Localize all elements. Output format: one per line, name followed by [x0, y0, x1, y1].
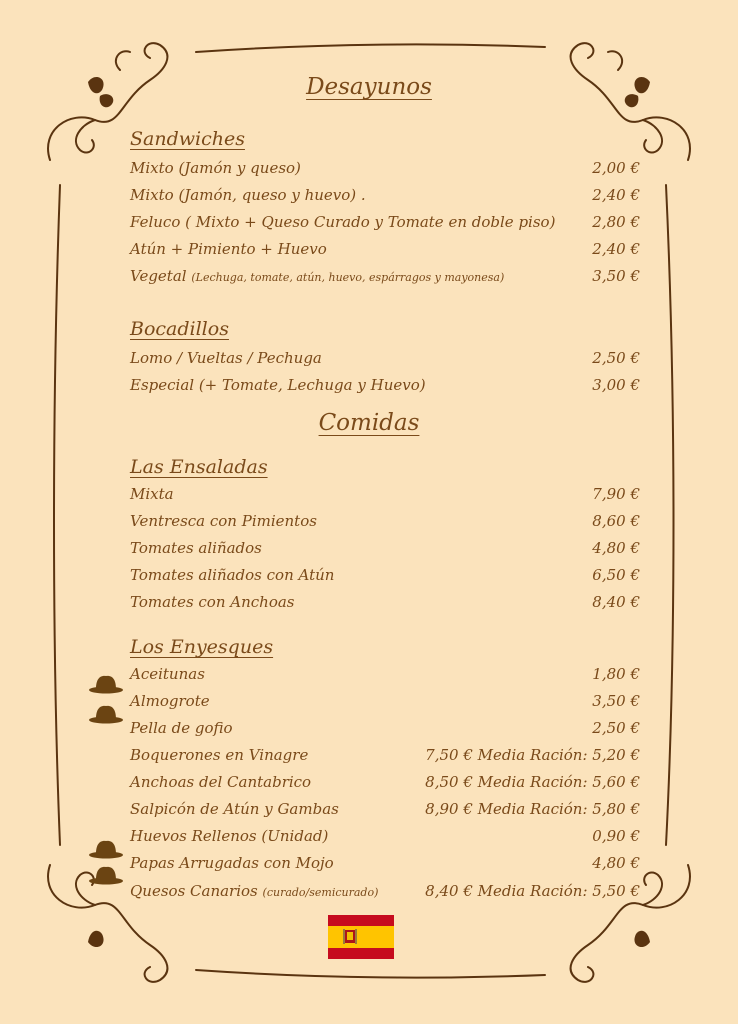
menu-item [130, 349, 640, 373]
item-price: 3,00 € [592, 376, 640, 394]
item-name: Atún + Pimiento + Huevo [130, 240, 327, 258]
menu-item [130, 240, 640, 264]
item-price: 2,80 € [592, 213, 640, 231]
item-price: 2,00 € [592, 159, 640, 177]
menu-item [130, 882, 640, 906]
hat-icon [88, 838, 124, 860]
item-name: Salpicón de Atún y Gambas [130, 800, 339, 818]
item-price: 8,50 € Media Ración: 5,60 € [425, 773, 640, 791]
item-name: Boquerones en Vinagre [130, 746, 309, 764]
menu-item [130, 159, 640, 183]
item-name: Mixta [130, 485, 174, 503]
item-price: 8,60 € [592, 512, 640, 530]
item-name: Lomo / Vueltas / Pechuga [130, 349, 322, 367]
menu-item [130, 854, 640, 878]
item-price: 7,50 € Media Ración: 5,20 € [425, 746, 640, 764]
item-detail: (curado/semicurado) [262, 886, 379, 899]
item-price: 2,40 € [592, 186, 640, 204]
menu-item [130, 186, 640, 210]
item-name: Tomates aliñados [130, 539, 262, 557]
item-price: 0,90 € [592, 827, 640, 845]
section-enyesques: Los Enyesques [130, 636, 274, 658]
hat-icon [88, 864, 124, 886]
item-name: Ventresca con Pimientos [130, 512, 317, 530]
item-name [130, 882, 378, 900]
spain-flag-icon [328, 915, 394, 959]
menu-item [130, 593, 640, 617]
item-name-main: Quesos Canarios [130, 882, 258, 900]
section-bocadillos: Bocadillos [130, 318, 229, 340]
menu-item [130, 566, 640, 590]
item-name: Aceitunas [130, 665, 205, 683]
item-price: 2,50 € [592, 719, 640, 737]
item-name: Especial (+ Tomate, Lechuga y Huevo) [130, 376, 426, 394]
section-ensaladas: Las Ensaladas [130, 456, 268, 478]
item-name-main: Vegetal [130, 267, 187, 285]
item-price: 3,50 € [592, 692, 640, 710]
menu-item [130, 665, 640, 689]
menu-item [130, 746, 640, 770]
title-comidas: Comidas [318, 410, 420, 436]
section-sandwiches: Sandwiches [130, 128, 245, 150]
item-name: Huevos Rellenos (Unidad) [130, 827, 329, 845]
item-detail: (Lechuga, tomate, atún, huevo, espárragos y mayonesa) [191, 271, 505, 284]
item-name: Mixto (Jamón, queso y huevo) . [130, 186, 366, 204]
title-desayunos: Desayunos [306, 74, 432, 100]
item-price: 2,40 € [592, 240, 640, 258]
item-name: Almogrote [130, 692, 210, 710]
menu-item [130, 773, 640, 797]
item-name: Tomates aliñados con Atún [130, 566, 335, 584]
menu-item [130, 376, 640, 400]
item-name: Mixto (Jamón y queso) [130, 159, 301, 177]
item-name: Pella de gofio [130, 719, 233, 737]
menu-item [130, 213, 640, 237]
hat-icon [88, 703, 124, 725]
item-price: 7,90 € [592, 485, 640, 503]
menu-item [130, 539, 640, 563]
item-name: Feluco ( Mixto + Queso Curado y Tomate en doble piso) [130, 213, 556, 231]
menu-item [130, 827, 640, 851]
menu-item [130, 485, 640, 509]
item-price: 8,40 € Media Ración: 5,50 € [425, 882, 640, 900]
menu-item [130, 800, 640, 824]
item-price: 3,50 € [592, 267, 640, 285]
hat-icon [88, 673, 124, 695]
item-price: 8,90 € Media Ración: 5,80 € [425, 800, 640, 818]
item-name [130, 267, 504, 285]
item-name: Tomates con Anchoas [130, 593, 295, 611]
item-name: Papas Arrugadas con Mojo [130, 854, 334, 872]
item-price: 2,50 € [592, 349, 640, 367]
item-price: 4,80 € [592, 854, 640, 872]
item-name: Anchoas del Cantabrico [130, 773, 312, 791]
menu-item [130, 719, 640, 743]
menu-item [130, 512, 640, 536]
item-price: 8,40 € [592, 593, 640, 611]
item-price: 4,80 € [592, 539, 640, 557]
item-price: 6,50 € [592, 566, 640, 584]
menu-item [130, 267, 640, 291]
item-price: 1,80 € [592, 665, 640, 683]
menu-item [130, 692, 640, 716]
